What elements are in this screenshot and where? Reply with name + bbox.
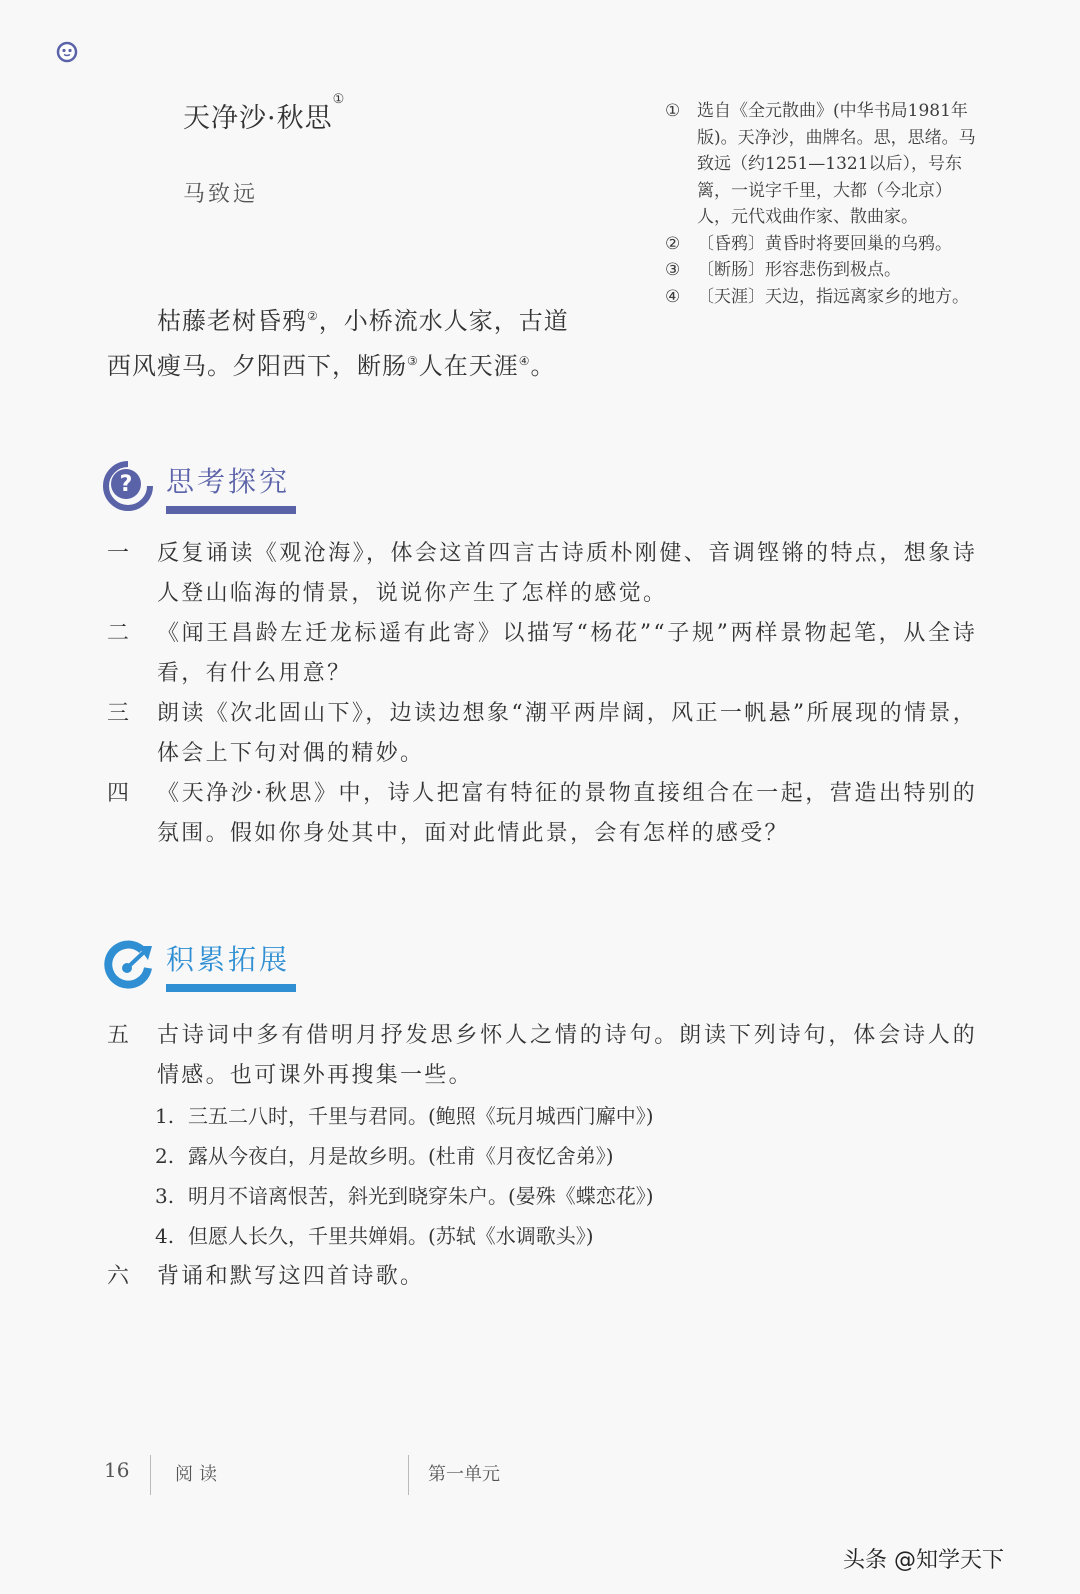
question-number: 五 — [107, 1023, 130, 1048]
question-text: 《天净沙·秋思》中，诗人把富有特征的景物直接组合在一起，营造出特别的氛围。假如你身处其中，面对此情此景，会有怎样的感受？ — [157, 781, 977, 846]
watermark: 头条 @知学天下 — [843, 1548, 1004, 1573]
footnote-ref: ① — [332, 92, 346, 107]
svg-text:?: ? — [119, 472, 133, 497]
item-number: 3. — [155, 1184, 175, 1208]
footnote — [665, 257, 985, 284]
footnote-text: 〔断肠〕形容悲伤到极点。 — [697, 260, 901, 280]
poem-text: ，小桥流水人家，古道西风瘦马。夕阳西下，断肠 — [107, 307, 569, 380]
item-number: 1. — [155, 1104, 175, 1128]
item-text: 明月不谙离恨苦，斜光到晓穿朱户。(晏殊《蝶恋花》) — [188, 1184, 654, 1208]
footer-divider — [408, 1455, 409, 1495]
question-text: 反复诵读《观沧海》，体会这首四言古诗质朴刚健、音调铿锵的特点，想象诗人登山临海的情景，说说你产生了怎样的感觉。 — [157, 541, 977, 606]
question-item — [107, 1016, 977, 1096]
item-number: 4. — [155, 1224, 175, 1248]
question-number: 一 — [107, 541, 130, 566]
footnote-text: 〔天涯〕天边，指远离家乡的地方。 — [697, 286, 969, 307]
page-number: 16 — [104, 1458, 130, 1482]
question-item — [107, 534, 977, 614]
footer-divider — [150, 1455, 151, 1495]
poem-author: 马致远 — [183, 182, 259, 207]
question-number: 二 — [107, 621, 130, 646]
poem-title — [183, 92, 346, 135]
section-title: 思考探究 — [166, 465, 291, 498]
poem-text: 枯藤老树昏鸦 — [157, 307, 307, 335]
question-icon — [102, 460, 154, 512]
footnote-ref: ② — [307, 309, 319, 323]
poem-line-item — [155, 1096, 654, 1136]
question-number: 六 — [107, 1264, 130, 1289]
item-number: 2. — [155, 1144, 175, 1168]
poem-line-item — [155, 1176, 654, 1216]
item-text: 三五二八时，千里与君同。(鲍照《玩月城西门廨中》) — [188, 1104, 654, 1128]
footnote-ref: ④ — [518, 354, 531, 368]
footnote — [665, 98, 985, 231]
poem-text: 人在天涯 — [418, 352, 519, 380]
footnotes — [665, 98, 985, 310]
footnote-number: ① — [665, 101, 681, 121]
item-text: 但愿人长久，千里共婵娟。(苏轼《水调歌头》) — [188, 1224, 594, 1248]
question-item — [107, 614, 977, 694]
section-header-extension — [102, 938, 296, 992]
question-number: 四 — [107, 781, 130, 806]
question-text: 背诵和默写这四首诗歌。 — [157, 1264, 425, 1289]
footnote-number: ④ — [665, 286, 681, 307]
footnote-text: 〔昏鸦〕黄昏时将要回巢的乌鸦。 — [697, 233, 952, 254]
section-header-thinking — [102, 460, 296, 514]
question-item — [107, 694, 977, 774]
poem-text: 。 — [530, 352, 556, 380]
item-text: 露从今夜白，月是故乡明。(杜甫《月夜忆舍弟》) — [188, 1144, 614, 1168]
footnote-ref: ③ — [407, 354, 419, 368]
question-text: 古诗词中多有借明月抒发思乡怀人之情的诗句。朗读下列诗句，体会诗人的情感。也可课外再搜集一些。 — [157, 1023, 977, 1088]
poem-line-item — [155, 1136, 614, 1176]
footer-unit: 第一单元 — [428, 1464, 500, 1485]
poem-title-text: 天净沙·秋思 — [183, 103, 333, 134]
footnote-number: ② — [665, 233, 681, 254]
question-item — [107, 1257, 977, 1297]
question-text: 朗读《次北固山下》，边读边想象“潮平两岸阔，风正一帆悬”所展现的情景，体会上下句对偶的精妙。 — [157, 701, 977, 766]
question-number: 三 — [107, 701, 130, 726]
footer-section: 阅读 — [175, 1464, 223, 1485]
footnote-text: 选自《全元散曲》(中华书局1981年版)。天净沙，曲牌名。思，思绪。马致远（约1251—1321以后），号东篱，一说字千里，大都（今北京）人，元代戏曲作家、散曲家。 — [697, 101, 976, 227]
poem-body — [107, 296, 587, 386]
section-underline — [166, 984, 296, 992]
footnote — [665, 284, 985, 311]
section-underline — [166, 506, 296, 514]
refresh-arrow-icon — [102, 938, 154, 990]
question-text: 《闻王昌龄左迁龙标遥有此寄》以描写“杨花”“子规”两样景物起笔，从全诗看，有什么用意？ — [157, 621, 977, 686]
poem-line-item — [155, 1216, 594, 1256]
section-title: 积累拓展 — [166, 943, 291, 976]
question-item — [107, 774, 977, 854]
footnote — [665, 231, 985, 258]
smiley-icon — [56, 41, 78, 63]
footnote-number: ③ — [665, 260, 681, 280]
